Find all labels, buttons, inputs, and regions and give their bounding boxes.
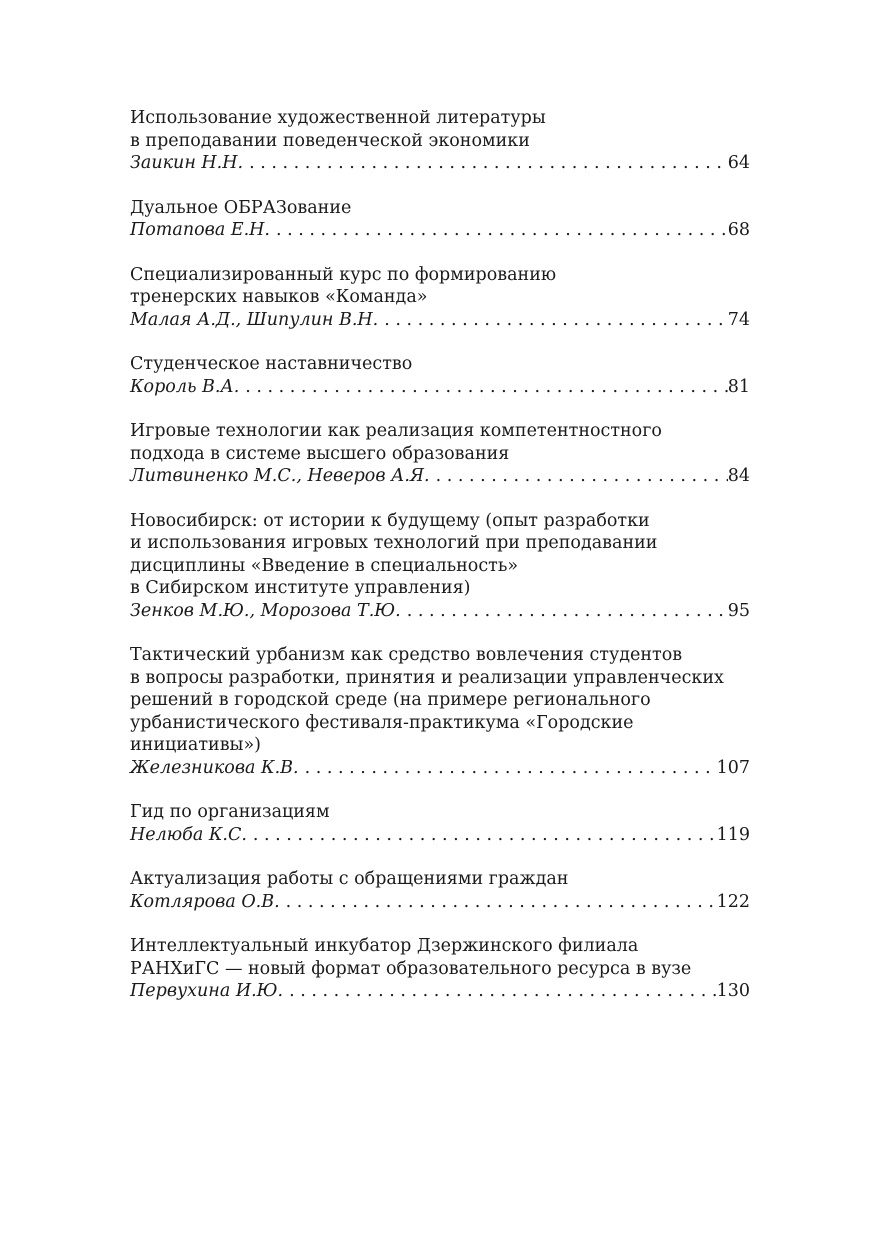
dot-leader [247, 824, 717, 847]
entry-author-line [130, 219, 750, 242]
toc-entry [130, 420, 750, 488]
dot-leader [283, 980, 717, 1003]
entry-title-line: Актуализация работы с обращениями граждан [130, 869, 569, 889]
toc-entry [130, 353, 750, 398]
entry-author-line [130, 152, 750, 175]
entry-page-number: 107 [716, 757, 750, 778]
entry-author: Нелюба К.С. [130, 824, 247, 845]
entry-page-number: 95 [727, 600, 750, 621]
toc-entry [130, 801, 750, 846]
entry-page-number: 122 [716, 891, 750, 912]
toc-entry [130, 107, 750, 175]
entry-page-number: 81 [727, 376, 750, 397]
entry-title-line: и использования игровых технологий при преподавании [130, 533, 658, 553]
dot-leader [280, 891, 717, 914]
entry-author-line [130, 757, 750, 780]
dot-leader [430, 465, 728, 488]
toc-entry [130, 868, 750, 913]
entry-author-line [130, 980, 750, 1003]
entry-page-number: 130 [716, 981, 750, 1001]
entry-title-line: Специализированный курс по формированию [130, 264, 557, 285]
toc-entry [130, 644, 750, 779]
entry-title-line: Дуальное ОБРАЗование [130, 197, 352, 218]
entry-author-line [130, 891, 750, 914]
dot-leader [378, 309, 727, 332]
entry-title-line: урбанистического фестиваля-практикума «Городские [130, 712, 634, 733]
dot-leader [239, 376, 727, 399]
entry-title-line: Использование художественной литературы [130, 108, 546, 128]
dot-leader [401, 600, 728, 623]
entry-author: Заикин Н.Н. [130, 153, 244, 173]
entry-title-line: в преподавании поведенческой экономики [130, 130, 530, 151]
entry-author-line [130, 309, 750, 332]
table-of-contents [130, 107, 750, 1025]
entry-author: Литвиненко М.С., Неверов А.Я. [130, 466, 430, 486]
dot-leader [270, 219, 728, 242]
entry-title-line: РАНХиГС — новый формат образовательного ресурса в вузе [130, 958, 692, 979]
entry-title-line: Гид по организациям [130, 802, 330, 822]
entry-title-line: Тактический урбанизм как средство вовлечения студентов [130, 645, 683, 665]
entry-page-number: 64 [727, 153, 750, 173]
toc-entry [130, 264, 750, 332]
entry-title-line: инициативы») [130, 735, 262, 755]
entry-title-line: тренерских навыков «Команда» [130, 287, 428, 307]
entry-title-line: Новосибирск: от истории к будущему (опыт разработки [130, 510, 650, 531]
toc-entry [130, 935, 750, 1003]
entry-author-line [130, 376, 750, 399]
toc-entry [130, 197, 750, 242]
entry-author-line [130, 465, 750, 488]
entry-title-line: Интеллектуальный инкубатор Дзержинского филиала [130, 936, 639, 956]
entry-author: Потапова Е.Н. [130, 220, 270, 240]
dot-leader [243, 152, 728, 175]
dot-leader [299, 757, 717, 780]
entry-page-number: 68 [727, 220, 750, 240]
entry-title-line: в Сибирском институте управления) [130, 578, 471, 598]
entry-author: Первухина И.Ю. [130, 981, 284, 1001]
entry-title-line: подхода в системе высшего образования [130, 443, 510, 464]
toc-entry [130, 510, 750, 623]
entry-title-line: дисциплины «Введение в специальность» [130, 555, 519, 576]
entry-author: Зенков М.Ю., Морозова Т.Ю. [130, 600, 401, 621]
entry-page-number: 119 [716, 824, 750, 845]
entry-author-line [130, 600, 750, 623]
entry-title-line: Игровые технологии как реализация компетентностного [130, 421, 662, 441]
entry-author: Железникова К.В. [130, 757, 299, 778]
entry-author-line [130, 824, 750, 847]
entry-title-line: Студенческое наставничество [130, 354, 413, 374]
entry-author: Малая А.Д., Шипулин В.Н. [130, 309, 379, 330]
entry-author: Король В.А. [130, 376, 240, 397]
entry-title-line: решений в городской среде (на примере регионального [130, 690, 651, 710]
entry-page-number: 74 [727, 309, 750, 330]
entry-page-number: 84 [727, 466, 750, 486]
entry-author: Котлярова О.В. [130, 891, 280, 912]
entry-title-line: в вопросы разработки, принятия и реализации управленческих [130, 667, 724, 688]
